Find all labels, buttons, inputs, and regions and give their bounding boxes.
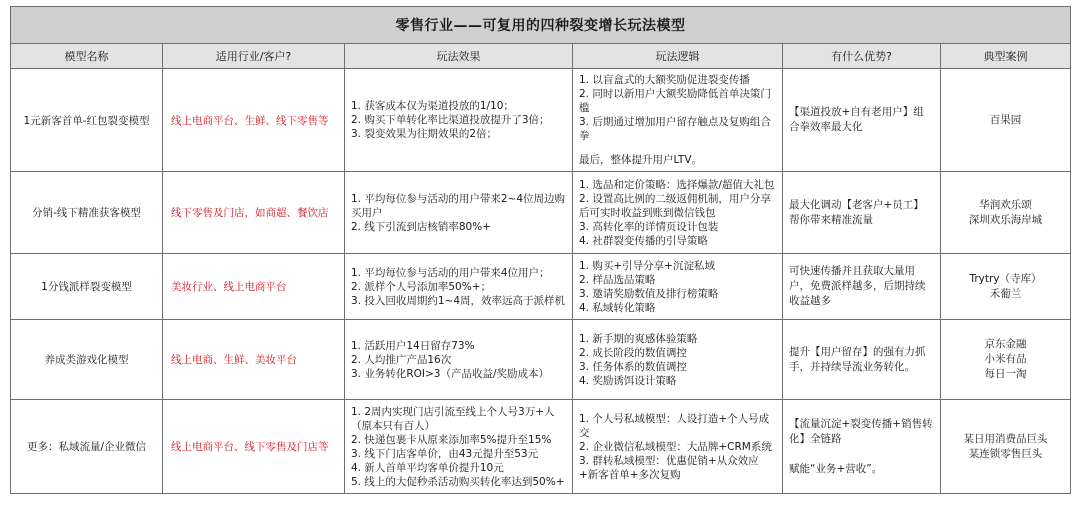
growth-models-table-wrapper — [10, 6, 1070, 494]
logic-item: 3. 群转私域模型：优惠促销+从众效应+新客首单+多次复购 — [579, 454, 759, 481]
effects — [345, 320, 573, 400]
column-header-advantage: 有什么优势? — [783, 44, 941, 69]
logic — [573, 254, 783, 320]
advantage: 最大化调动【老客户+员工】帮你带来精准流量 — [783, 172, 941, 254]
logic — [573, 69, 783, 172]
effect-item: 3. 业务转化ROI>3（产品收益/奖励成本） — [351, 367, 550, 380]
table-row — [11, 69, 1071, 172]
table-row — [11, 400, 1071, 494]
header-row — [11, 44, 1071, 69]
industry: 线下零售及门店，如商超、餐饮店 — [163, 172, 345, 254]
effect-item: 2. 快递包裹卡从原来添加率5%提升至15% — [351, 433, 552, 446]
logic-item: 最后，整体提升用户LTV。 — [579, 154, 703, 166]
logic-item: 3. 邀请奖励数值及排行榜策略 — [579, 287, 719, 300]
logic-item: 1. 个人号私域模型：人设打造+个人号成交 — [579, 412, 770, 439]
table-row — [11, 172, 1071, 254]
effect-item: 3. 线下门店客单价，由43元提升至53元 — [351, 447, 539, 460]
effect-item: 5. 线上的大促秒杀活动购买转化率达到50%+ — [351, 475, 565, 488]
table-title: 零售行业——可复用的四种裂变增长玩法模型 — [11, 7, 1071, 44]
case-item: 深圳欢乐海岸城 — [968, 213, 1043, 226]
effect-item: 2. 购买下单转化率比渠道投放提升了3倍； — [351, 114, 550, 126]
cases — [941, 254, 1071, 320]
effect-item: 1. 2周内实现门店引流至线上个人号3万+人（原本只有百人） — [351, 405, 555, 432]
logic-spacer — [579, 143, 776, 153]
logic — [573, 400, 783, 494]
cases — [941, 320, 1071, 400]
logic-item: 4. 私域转化策略 — [579, 301, 656, 314]
effect-item: 2. 派样个人号添加率50%+； — [351, 280, 491, 293]
logic-item: 2. 设置高比例的二级返佣机制，用户分享后可实时收益到账到微信钱包 — [579, 192, 771, 219]
column-header-logic: 玩法逻辑 — [573, 44, 783, 69]
cases — [941, 69, 1071, 172]
advantage: 可快速传播并且获取大量用户，免费派样越多，后期持续收益越多 — [783, 254, 941, 320]
industry: 线上电商平台、生鲜、线下零售等 — [163, 69, 345, 172]
case-item: 京东金融 — [984, 338, 1027, 350]
model-name: 1分钱派样裂变模型 — [11, 254, 163, 320]
advantage: 【流量沉淀+裂变传播+销售转化】全链路 赋能“业务+营收”。 — [783, 400, 941, 494]
logic-item: 2. 成长阶段的数值调控 — [579, 346, 687, 359]
logic-item: 1. 选品和定价策略：选择爆款/超值大礼包 — [579, 178, 775, 191]
effect-item: 1. 活跃用户14日留存73% — [351, 339, 475, 352]
effects — [345, 69, 573, 172]
effect-item: 1. 获客成本仅为渠道投放的1/10； — [351, 100, 514, 112]
logic-item: 2. 样品选品策略 — [579, 273, 656, 286]
case-item: 华润欢乐颂 — [979, 198, 1032, 211]
effect-item: 3. 裂变效果为往期效果的2倍； — [351, 128, 498, 140]
case-item: 某连锁零售巨头 — [968, 447, 1043, 460]
case-item: 百果园 — [989, 113, 1022, 126]
advantage: 提升【用户留存】的强有力抓手，并持续导流业务转化。 — [783, 320, 941, 400]
growth-models-table — [10, 6, 1071, 494]
logic-item: 4. 奖励诱饵设计策略 — [579, 374, 677, 387]
logic-item: 4. 社群裂变传播的引导策略 — [579, 234, 708, 247]
cases — [941, 172, 1071, 254]
model-name: 分销-线下精准获客模型 — [11, 172, 163, 254]
logic-item: 2. 企业微信私域模型：大品牌+CRM系统 — [579, 440, 772, 453]
column-header-cases: 典型案例 — [941, 44, 1071, 69]
effects — [345, 254, 573, 320]
logic — [573, 172, 783, 254]
industry: 线上电商、生鲜、美妆平台 — [163, 320, 345, 400]
logic-item: 1. 购买+引导分享+沉淀私域 — [579, 259, 715, 272]
table-row — [11, 254, 1071, 320]
advantage: 【渠道投放+自有老用户】组合拳效率最大化 — [783, 69, 941, 172]
case-item: 小米有品 — [984, 353, 1027, 365]
logic-item: 3. 后期通过增加用户留存触点及复购组合拳 — [579, 116, 771, 142]
case-item: 每日一淘 — [984, 368, 1027, 380]
effect-item: 2. 线下引流到店核销率80%+ — [351, 220, 491, 233]
case-item: Trytry（寺库） — [969, 272, 1042, 285]
logic-item: 3. 高转化率的详情页设计包装 — [579, 220, 719, 233]
column-header-model: 模型名称 — [11, 44, 163, 69]
effect-item: 4. 新人首单平均客单价提升10元 — [351, 461, 504, 474]
effects — [345, 172, 573, 254]
effect-item: 1. 平均每位参与活动的用户带来2~4位周边购买用户 — [351, 192, 566, 219]
industry: 线上电商平台、线下零售及门店等 — [163, 400, 345, 494]
effect-item: 2. 人均推广产品16次 — [351, 353, 452, 366]
logic-item: 1. 新手期的爽感体验策略 — [579, 332, 698, 345]
column-header-effect: 玩法效果 — [345, 44, 573, 69]
cases — [941, 400, 1071, 494]
logic-item: 3. 任务体系的数值调控 — [579, 360, 687, 373]
table-row — [11, 320, 1071, 400]
logic-item: 2. 同时以新用户大额奖励降低首单决策门槛 — [579, 88, 771, 114]
model-name: 1元新客首单-红包裂变模型 — [11, 69, 163, 172]
effects — [345, 400, 573, 494]
case-item: 禾葡兰 — [989, 287, 1022, 300]
logic — [573, 320, 783, 400]
effect-item: 3. 投入回收周期约1~4周，效率远高于派样机 — [351, 294, 566, 307]
model-name: 更多：私域流量/企业微信 — [11, 400, 163, 494]
column-header-industry: 适用行业/客户? — [163, 44, 345, 69]
logic-item: 1. 以盲盒式的大额奖励促进裂变传播 — [579, 74, 750, 86]
industry: 美妆行业、线上电商平台 — [163, 254, 345, 320]
model-name: 养成类游戏化模型 — [11, 320, 163, 400]
effect-item: 1. 平均每位参与活动的用户带来4位用户； — [351, 266, 550, 279]
case-item: 某日用消费品巨头 — [963, 432, 1048, 445]
